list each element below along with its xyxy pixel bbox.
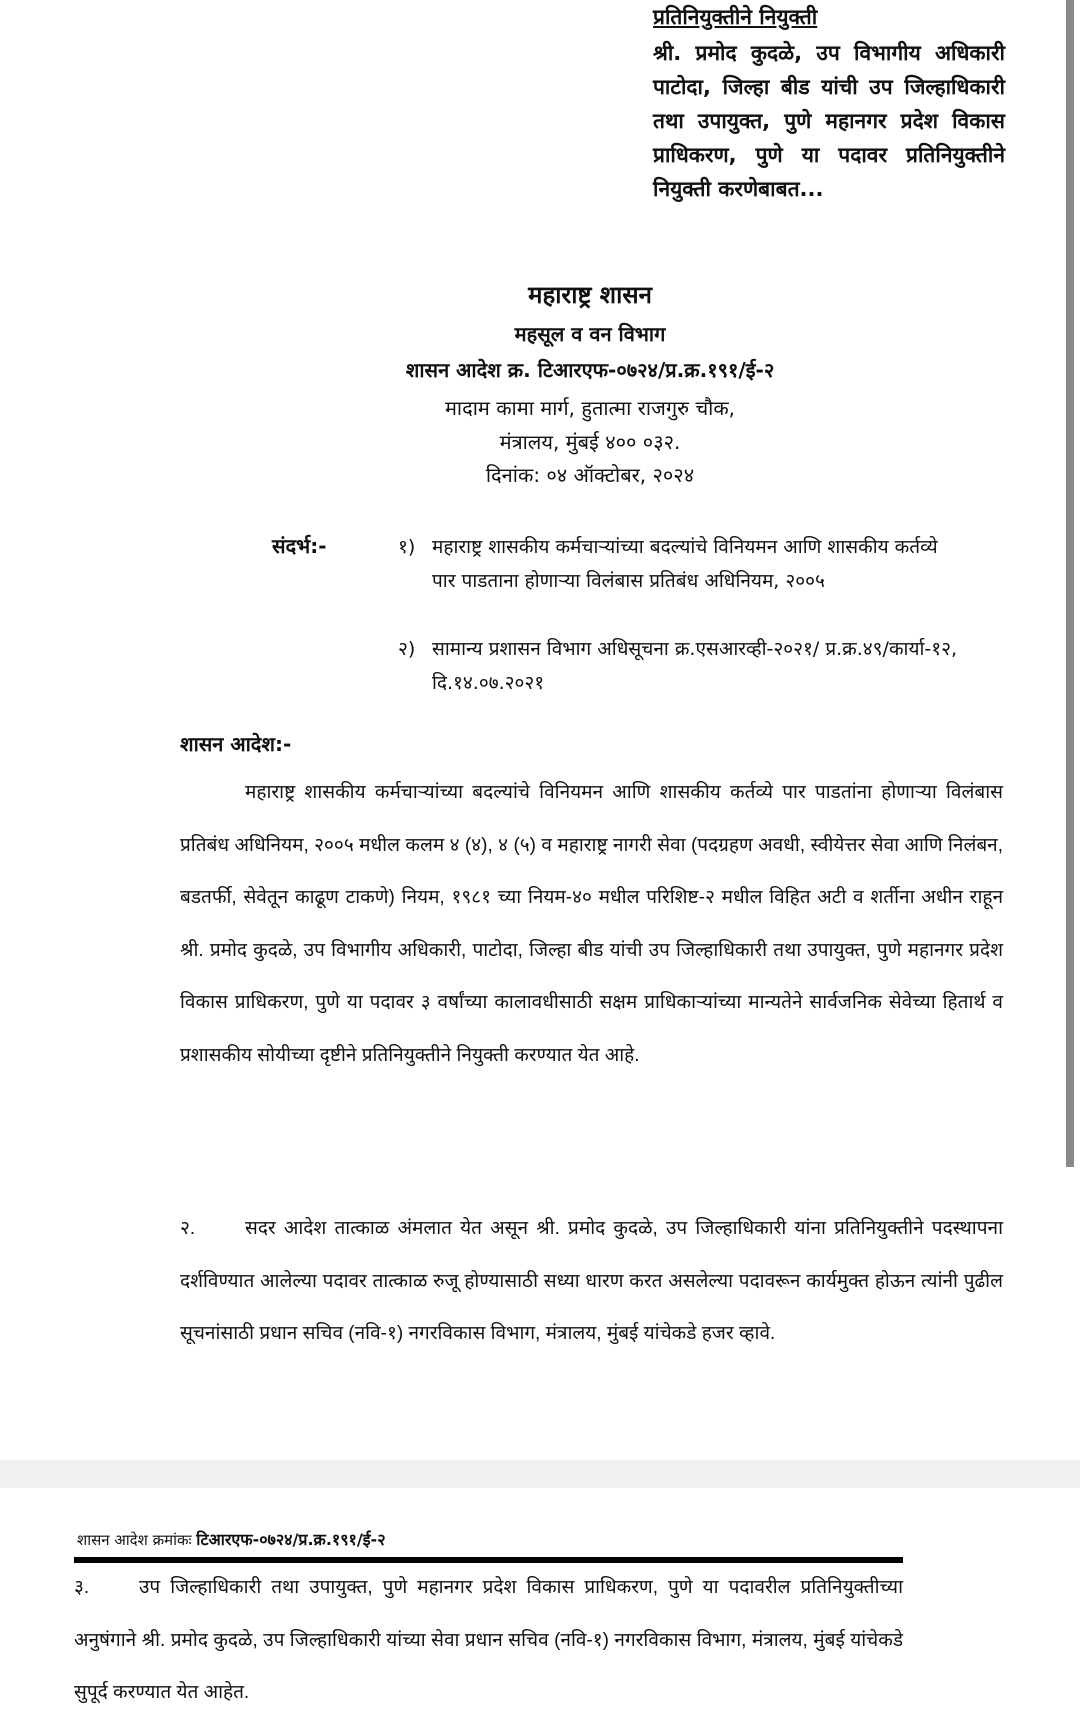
- reference-text: महाराष्ट्र शासकीय कर्मचाऱ्यांच्या बदल्यांचे विनियमन आणि शासकीय कर्तव्ये पार पाडताना होणाऱ्या विलंबास प्रतिबंध अधिनियम, २००५: [432, 536, 938, 592]
- order-paragraph-2: [180, 1203, 1003, 1361]
- subject-block: [653, 0, 1005, 206]
- order-paragraph-3: [74, 1562, 903, 1720]
- reference-number: १): [398, 536, 416, 558]
- order-label: शासन आदेश:-: [180, 732, 292, 756]
- subject-title: प्रतिनियुक्तीने नियुक्ती: [653, 5, 818, 29]
- document-page-2: [0, 1488, 1080, 1704]
- government-name: महाराष्ट्र शासन: [528, 281, 652, 309]
- vertical-scrollbar[interactable]: [1066, 0, 1074, 1167]
- running-head: [77, 1528, 386, 1550]
- paragraph-number: २.: [180, 1218, 196, 1239]
- address-line-2: मंत्रालय, मुंबई ४०० ०३२.: [499, 430, 681, 454]
- order-paragraph-1-text: महाराष्ट्र शासकीय कर्मचाऱ्यांच्या बदल्यांचे विनियमन आणि शासकीय कर्तव्ये पार पाडतांना होणाऱ्या विलंबास प्रतिबंध अधिनियम, २००५ मधील कलम ४ (४), ४ (५) व महाराष्ट्र नागरी सेवा (पदग्रहण अवधी, स्वीयेत्तर सेवा आणि निलंबन, बडतर्फी, सेवेतून काढूण टाकणे) नियम, १९८१ च्या नियम-४० मधील परिशिष्ट-२ मधील विहित अटी व शर्तीना अधीन राहून श्री. प्रमोद कुदळे, उप विभागीय अधिकारी, पाटोदा, जिल्हा बीड यांची उप जिल्हाधिकारी तथा उपायुक्त, पुणे महानगर प्रदेश विकास प्राधिकरण, पुणे या पदावर ३ वर्षांच्या कालावधीसाठी सक्षम प्राधिकाऱ्यांच्या मान्यतेने सार्वजनिक सेवेच्या हितार्थ व प्रशासकीय सोयीच्या दृष्टीने प्रतिनियुक्तीने नियुक्ती करण्यात येत आहे.: [180, 782, 1003, 1066]
- reference-number: २): [398, 638, 416, 660]
- subject-body: श्री. प्रमोद कुदळे, उप विभागीय अधिकारी पाटोदा, जिल्हा बीड यांची उप जिल्हाधिकारी तथा उपायुक्त, पुणे महानगर प्रदेश विकास प्राधिकरण, पुणे या पदावर प्रतिनियुक्तीने नियुक्ती करणेबाबत...: [653, 41, 1005, 201]
- page-separator: [0, 1460, 1080, 1488]
- references-label: संदर्भ:-: [272, 534, 327, 558]
- running-head-number: टिआरएफ-०७२४/प्र.क्र.१९१/ई-२: [196, 1530, 386, 1549]
- paragraph-number: ३.: [74, 1577, 90, 1598]
- running-head-label: शासन आदेश क्रमांकः: [77, 1531, 192, 1549]
- order-paragraph-3-text: उप जिल्हाधिकारी तथा उपायुक्त, पुणे महानगर प्रदेश विकास प्राधिकरण, पुणे या पदावरील प्रतिनियुक्तीच्या अनुषंगाने श्री. प्रमोद कुदळे, उप जिल्हाधिकारी यांच्या सेवा प्रधान सचिव (नवि-१) नगरविकास विभाग, मंत्रालय, मुंबई यांचेकडे सुपूर्द करण्यात येत आहेत.: [74, 1577, 903, 1703]
- order-number: शासन आदेश क्र. टिआरएफ-०७२४/प्र.क्र.१९१/ई-२: [405, 358, 775, 382]
- department-name: महसूल व वन विभाग: [514, 322, 666, 346]
- order-date: दिनांक: ०४ ऑक्टोबर, २०२४: [485, 463, 695, 487]
- reference-text: सामान्य प्रशासन विभाग अधिसूचना क्र.एसआरव्ही-२०२१/ प्र.क्र.४९/कार्या-१२, दि.१४.०७.२०२१: [432, 638, 958, 694]
- order-paragraph-2-text: सदर आदेश तात्काळ अंमलात येत असून श्री. प्रमोद कुदळे, उप जिल्हाधिकारी यांना प्रतिनियुक्तीने पदस्थापना दर्शविण्यात आलेल्या पदावर तात्काळ रुजू होण्यासाठी सध्या धारण करत असलेल्या पदावरून कार्यमुक्त होऊन त्यांनी पुढील सूचनांसाठी प्रधान सचिव (नवि-१) नगरविकास विभाग, मंत्रालय, मुंबई यांचेकडे हजर व्हावे.: [180, 1218, 1003, 1344]
- order-paragraph-1: [180, 767, 1003, 1082]
- address-line-1: मादाम कामा मार्ग, हुतात्मा राजगुरु चौक,: [444, 396, 736, 420]
